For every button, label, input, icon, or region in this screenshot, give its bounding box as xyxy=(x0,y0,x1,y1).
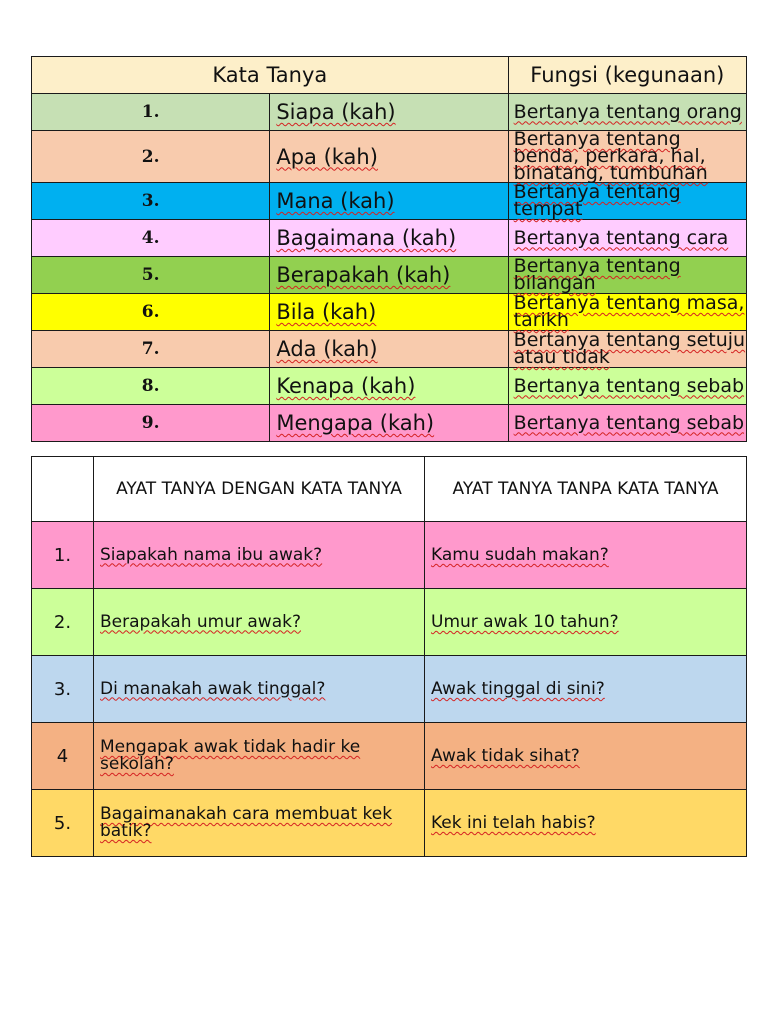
row-number: 7. xyxy=(32,331,270,368)
table-row xyxy=(32,656,747,723)
kata-tanya-cell xyxy=(270,131,508,183)
kata-tanya-cell xyxy=(270,368,508,405)
fungsi-cell xyxy=(508,294,746,331)
fungsi-text: Bertanya tentang benda, perkara, hal, binatang, tumbuhan xyxy=(513,128,708,184)
kata-tanya-text: Bagaimana (kah) xyxy=(276,226,457,250)
ayat-dengan-kata-tanya-text: Siapakah nama ibu awak? xyxy=(100,544,323,565)
fungsi-text: Bertanya tentang tempat xyxy=(513,181,681,220)
ayat-dengan-kata-tanya-cell xyxy=(94,790,425,857)
kata-tanya-cell xyxy=(270,220,508,257)
ayat-tanya-table xyxy=(31,456,747,857)
kata-tanya-cell xyxy=(270,257,508,294)
table-row xyxy=(32,368,747,405)
fungsi-cell xyxy=(508,331,746,368)
fungsi-cell xyxy=(508,368,746,405)
row-number: 2. xyxy=(32,131,270,183)
row-number: 4. xyxy=(32,220,270,257)
kata-tanya-text: Mengapa (kah) xyxy=(276,411,435,435)
ayat-tanpa-kata-tanya-text: Awak tinggal di sini? xyxy=(431,679,605,699)
ayat-dengan-kata-tanya-text: Mengapak awak tidak hadir ke sekolah? xyxy=(100,737,361,774)
kata-tanya-text: Apa (kah) xyxy=(276,144,378,169)
ayat-dengan-kata-tanya-cell xyxy=(94,656,425,723)
kata-tanya-text: Berapakah (kah) xyxy=(276,263,451,287)
row-number: 6. xyxy=(32,294,270,331)
table-row xyxy=(32,589,747,656)
kata-tanya-table xyxy=(31,56,747,442)
kata-tanya-cell xyxy=(270,183,508,220)
row-number: 9. xyxy=(32,405,270,442)
fungsi-text: Bertanya tentang bilangan xyxy=(513,255,681,294)
table-row xyxy=(32,790,747,857)
fungsi-text: Bertanya tentang orang xyxy=(513,100,742,123)
ayat-tanpa-kata-tanya-cell xyxy=(425,790,747,857)
fungsi-cell xyxy=(508,128,746,184)
header-dengan-kata-tanya-label: AYAT TANYA DENGAN KATA TANYA xyxy=(116,478,402,499)
header-dengan-kata-tanya xyxy=(94,457,425,522)
table-row xyxy=(32,294,747,331)
ayat-tanpa-kata-tanya-cell xyxy=(425,589,747,656)
fungsi-text: Bertanya tentang masa, tarikh xyxy=(513,292,745,331)
header-tanpa-kata-tanya: AYAT TANYA TANPA KATA TANYA xyxy=(425,457,747,522)
ayat-tanpa-kata-tanya-cell xyxy=(425,522,747,589)
fungsi-cell xyxy=(508,405,746,442)
row-number: 2. xyxy=(32,589,94,656)
kata-tanya-text: Mana (kah) xyxy=(276,189,395,213)
ayat-tanpa-kata-tanya-text: Kamu sudah makan? xyxy=(431,545,609,565)
kata-tanya-text: Bila (kah) xyxy=(276,300,377,324)
fungsi-text: Bertanya tentang sebab xyxy=(513,411,745,434)
ayat-tanpa-kata-tanya-text: Awak tidak sihat? xyxy=(431,746,580,766)
fungsi-cell xyxy=(508,94,746,131)
table-row xyxy=(32,522,747,589)
fungsi-text: Bertanya tentang cara xyxy=(513,226,729,249)
kata-tanya-cell xyxy=(270,405,508,442)
ayat-dengan-kata-tanya-cell xyxy=(94,723,425,790)
fungsi-cell xyxy=(508,220,746,257)
ayat-tanpa-kata-tanya-cell xyxy=(425,723,747,790)
kata-tanya-cell xyxy=(270,294,508,331)
header-empty xyxy=(32,457,94,522)
kata-tanya-text: Kenapa (kah) xyxy=(276,374,416,398)
table-row xyxy=(32,405,747,442)
row-number: 4 xyxy=(32,723,94,790)
ayat-tanpa-kata-tanya-text: Kek ini telah habis? xyxy=(431,813,596,833)
ayat-dengan-kata-tanya-cell xyxy=(94,522,425,589)
ayat-dengan-kata-tanya-text: Bagaimanakah cara membuat kek batik? xyxy=(100,804,393,841)
kata-tanya-cell xyxy=(270,331,508,368)
ayat-dengan-kata-tanya-text: Berapakah umur awak? xyxy=(100,611,301,632)
fungsi-text: Bertanya tentang setuju atau tidak xyxy=(513,329,746,368)
table-header-row xyxy=(32,457,747,522)
table-row xyxy=(32,131,747,183)
ayat-dengan-kata-tanya-cell xyxy=(94,589,425,656)
fungsi-cell xyxy=(508,257,746,294)
header-kata-tanya: Kata Tanya xyxy=(32,57,509,94)
header-fungsi: Fungsi (kegunaan) xyxy=(508,57,746,94)
table-row xyxy=(32,183,747,220)
table-row xyxy=(32,94,747,131)
ayat-tanpa-kata-tanya-text: Umur awak 10 tahun? xyxy=(431,612,619,632)
row-number: 3. xyxy=(32,656,94,723)
row-number: 3. xyxy=(32,183,270,220)
fungsi-text: Bertanya tentang sebab xyxy=(513,374,745,397)
row-number: 5. xyxy=(32,790,94,857)
table-row xyxy=(32,220,747,257)
kata-tanya-cell xyxy=(270,94,508,131)
table-row xyxy=(32,257,747,294)
table-row xyxy=(32,723,747,790)
fungsi-cell xyxy=(508,183,746,220)
table-header-row xyxy=(32,57,747,94)
kata-tanya-text: Siapa (kah) xyxy=(276,100,396,124)
ayat-dengan-kata-tanya-text: Di manakah awak tinggal? xyxy=(100,678,326,699)
row-number: 8. xyxy=(32,368,270,405)
kata-tanya-text: Ada (kah) xyxy=(276,337,378,361)
row-number: 5. xyxy=(32,257,270,294)
row-number: 1. xyxy=(32,94,270,131)
table-row xyxy=(32,331,747,368)
row-number: 1. xyxy=(32,522,94,589)
ayat-tanpa-kata-tanya-cell xyxy=(425,656,747,723)
